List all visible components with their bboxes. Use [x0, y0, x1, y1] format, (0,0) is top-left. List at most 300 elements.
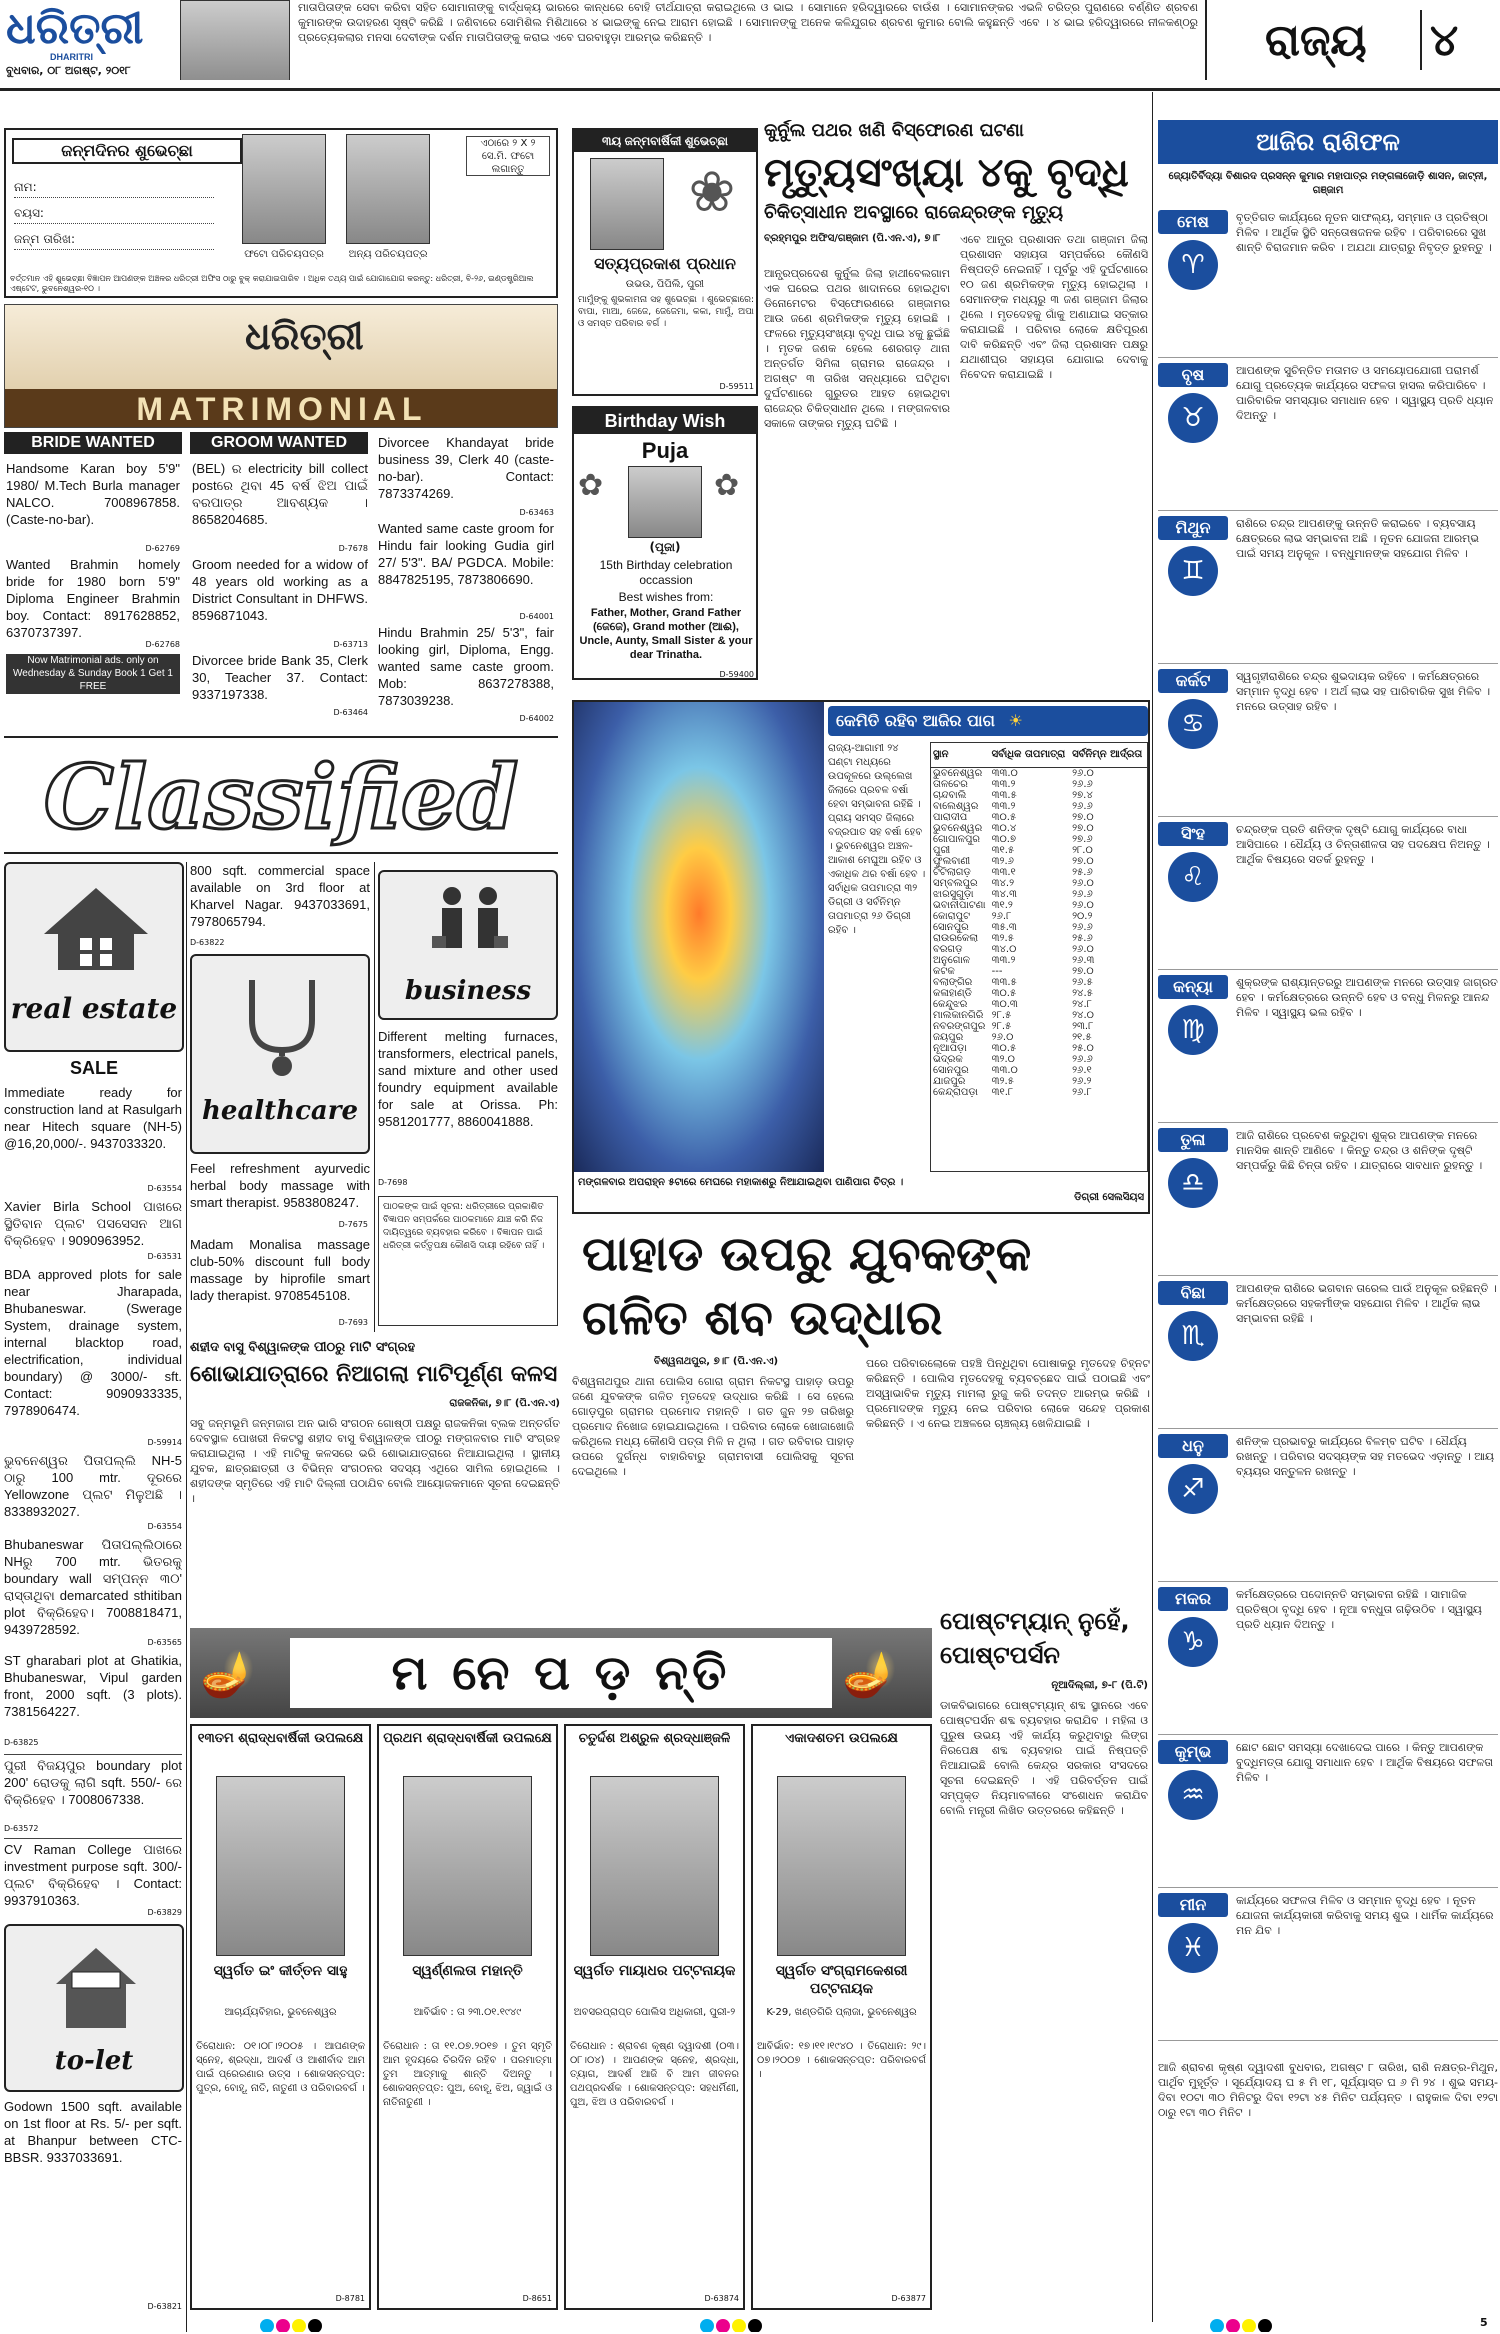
body-story — [572, 1222, 1150, 1596]
zodiac-entry — [1158, 1740, 1498, 1888]
bride-ad-1: Handsome Karan boy 5'9" 1980/ M.Tech Burla manager NALCO. 7008967858. (Caste-no-bar). — [6, 461, 180, 527]
registration-mark-1 — [260, 2318, 340, 2332]
sale-ad-6: ST gharabari plot at Ghatikia, Bhubaneswar, Vipul garden front, 2000 sqft. (3 plots). 7381564227. — [4, 1653, 182, 1719]
obituary-name: ସ୍ୱର୍ଗତ ମାୟାଧର ପଟ୍ଟନାୟକ — [573, 1963, 736, 1979]
weather-place: ମାଲକାନଗିରି — [933, 1009, 984, 1021]
weather-min: ୨୬.୦ — [1072, 767, 1094, 779]
pisces-icon: ♓ — [1168, 1923, 1218, 1973]
col3-ad-1: Divorcee Khandayat bride business 39, Clerk 40 (caste-no-bar). Contact: 7873374269. — [378, 435, 554, 501]
weather-place: ସମ୍ବଲପୁର — [933, 877, 978, 889]
obituary-title: ୧୩ତମ ଶ୍ରାଦ୍ଧବାର୍ଷିକୀ ଉପଲକ୍ଷେ — [197, 1731, 364, 1746]
weather-row — [931, 922, 1147, 933]
sale-ad-1: Immediate ready for construction land at Rasulgarh near Hitech square (NH-5) @16,20,000/-. 9437033320. — [4, 1085, 182, 1151]
mane-padanti-section — [190, 1628, 932, 2314]
registration-mark-3 — [1210, 2318, 1290, 2332]
sale-ad-5-code: D-63565 — [147, 1638, 182, 1647]
section-title: ରାଜ୍ୟ — [1265, 15, 1367, 66]
real-estate-badge — [4, 862, 184, 1052]
zodiac-name: ମେଷ — [1158, 210, 1228, 234]
weather-max: ୩୩.୦ — [991, 767, 1018, 779]
weather-place: କଟକ — [933, 965, 955, 977]
sun-cloud-icon: ☀ — [1008, 711, 1023, 730]
leo-icon: ♌ — [1168, 852, 1218, 902]
weather-title — [828, 706, 1148, 736]
zodiac-name: ତୁଳା — [1158, 1128, 1228, 1152]
sale-ad-3: BDA approved plots for sale near Jharapada, Bhubaneswar. (Swerage System, drainage system, internal blacktop road, electrification, individual boundary) @ 3000/- sft. Contact: 9090933335, 7978906474. — [4, 1267, 182, 1418]
weather-place: କେନ୍ଦ୍ରାପଡ଼ା — [933, 1086, 979, 1098]
weather-max: ୨୬.୦ — [991, 1031, 1014, 1043]
birthday-wish-code: D-59400 — [719, 670, 754, 679]
weather-row — [931, 856, 1147, 867]
sale-ad-4-code: D-63554 — [147, 1522, 182, 1531]
photo-size-note: ଏଠାରେ ୨ X ୨ ସେ.ମି. ଫଟୋ ଲଗାନ୍ତୁ — [466, 136, 550, 176]
birthday-note: ବର୍ତ୍ତମାନ ଏହି ଶୁଭେଚ୍ଛା ବିଜ୍ଞାପନ ଆପଣଙ୍କ ଅଞ୍ଚଳର ଧରିତ୍ରୀ ଅଫିସ ଠାରୁ ବୁକ୍ କରାଯାଇପାରିବ । ଅଧିକ ତଥ୍ୟ ପାଇଁ ଯୋଗାଯୋଗ କରନ୍ତୁ: ଧରିତ୍ରୀ, ବି-୨୬, ଇଣ୍ଡଷ୍ଟ୍ରିଆଲ ଏଷ୍ଟେଟ, ଭୁବନେଶ୍ୱର-୧୦ । — [10, 274, 534, 293]
zodiac-name: ମିଥୁନ — [1158, 516, 1228, 540]
weather-row — [931, 933, 1147, 944]
weather-place: ଜୟପୁର — [933, 1031, 964, 1043]
obituary-text: ତିରୋଧାନ : ଶ୍ରାବଣ କୃଷ୍ଣ ଦ୍ୱାଦଶୀ (୦୩।୦୮।୦୪) । ଆପଣଙ୍କ ସ୍ନେହ, ଶ୍ରଦ୍ଧା, ତ୍ୟାଗ, ଆଦର୍ଶ ଆଜି ବି ଆମ ଜୀବନର ପଥପ୍ରଦର୍ଶକ । ଶୋକସନ୍ତପ୍ତ: ସହଧର୍ମିଣୀ, ପୁଅ, ଝିଅ ଓ ପରିବାରବର୍ଗ । — [570, 2041, 739, 2108]
weather-min: ୨୭.୦ — [1072, 855, 1094, 867]
weather-forecast: ରାଜ୍ୟ-ଆଗାମୀ ୨୪ ଘଣ୍ଟା ମଧ୍ୟରେ ଉପକୂଳରେ ଉଲ୍ଲେଖ ଜିଲାରେ ପ୍ରବଳ ବର୍ଷା ହେବା ସମ୍ଭାବନା ରହିଛି । ପ୍ରାୟ ସମସ୍ତ ଜିଲାରେ ବଜ୍ରପାତ ସହ ବର୍ଷା ହେବ । ଭୁବନେଶ୍ୱର ଅଞ୍ଚଳ- ଆକାଶ ମେଘୁଆ ରହିବ ଓ ଏକାଧିକ ଥର ବର୍ଷା ହେବ । ସର୍ବାଧିକ ତାପମାତ୍ରା ୩୨ ଡିଗ୍ରୀ ଓ ସର୍ବନିମ୍ନ ତାପମାତ୍ରା ୨୬ ଡିଗ୍ରୀ ରହିବ । — [828, 743, 926, 936]
weather-max: ୩୨.୬ — [991, 855, 1014, 867]
obituary-photo — [777, 1776, 906, 1956]
matrimonial-section — [4, 304, 558, 726]
classified-title: Classified — [43, 745, 519, 849]
libra-icon: ♎ — [1168, 1158, 1218, 1208]
weather-place: ବରଗଡ଼ — [933, 943, 963, 955]
weather-min: ୨୪.୫ — [1072, 987, 1093, 999]
weather-place: ଟିଟିଲାଗଡ଼ — [933, 866, 971, 878]
weather-min: ୨୬.୬ — [1072, 778, 1093, 790]
weather-place: ନୂଆପଡ଼ା — [933, 1042, 967, 1054]
weather-row — [931, 1032, 1147, 1043]
weather-max: ୨୮.୫ — [991, 1020, 1012, 1032]
commercial-ad-code: D-63822 — [190, 938, 225, 947]
health-ad-2-code: D-7693 — [338, 1318, 368, 1327]
main-story-dateline: ବ୍ରହ୍ମପୁର ଅଫିସ/ଗଞ୍ଜାମ (ପି.ଏନ.ଏ), ୭।୮ — [764, 233, 941, 244]
to-let-house-icon — [50, 1942, 142, 2032]
weather-max: ୩୦.୩ — [991, 998, 1018, 1010]
zodiac-badge — [1158, 822, 1228, 902]
sale-ad-8: CV Raman College ପାଖରେ investment purpose sqft. 300/- ପ୍ଲଟ ବିକ୍ରିହେବ । Contact: 9937910363. — [4, 1838, 182, 1908]
weather-min: ୨୭.୦ — [1072, 822, 1094, 834]
business-ad: Different melting furnaces, transformers, electrical panels, sand mixture and other used foundry equipment available for sale at Orissa. Ph: 9581201777, 8860041888. — [378, 1029, 558, 1129]
obituary-name: ସ୍ୱର୍ଗତ ଇଂ କୀର୍ତ୍ତନ ସାହୁ — [213, 1963, 348, 1979]
weather-min: ୨୧.୫ — [1072, 1031, 1092, 1043]
kalash-headline: ଶୋଭାଯାତ୍ରାରେ ନିଆଗଲା ମାଟିପୂର୍ଣ୍ଣ କଳସ — [190, 1362, 558, 1387]
health-column — [190, 862, 372, 1332]
zodiac-badge — [1158, 1740, 1228, 1820]
gemini-icon: ♊ — [1168, 546, 1218, 596]
matrimonial-note: Now Matrimonial ads. only on Wednesday & Sunday Book 1 Get 1 FREE — [6, 654, 180, 694]
zodiac-badge — [1158, 363, 1228, 443]
weather-caption: ମଙ୍ଗଳବାର ଅପରାହ୍ନ ୫ଟାରେ ମେଘରେ ମହାକାଶରୁ ନିଆଯାଇଥିବା ପାଣିପାଗ ଚିତ୍ର । — [578, 1177, 904, 1188]
sale-ad-7-code: D-63572 — [4, 1824, 39, 1833]
zodiac-text: କାର୍ଯ୍ୟରେ ସଫଳତା ମିଳିବ ଓ ସମ୍ମାନ ବୃଦ୍ଧି ହେବ । ନୂତନ ଯୋଜନା କାର୍ଯ୍ୟକାରୀ କରିବାକୁ ସମୟ ଶୁଭ । ଧାର୍ମିକ କାର୍ଯ୍ୟରେ ମନ ଯିବ । — [1236, 1894, 1494, 1937]
real-estate-label: real estate — [10, 992, 178, 1025]
birthday-card-title: ୩ୟ ଜନ୍ମବାର୍ଷିକୀ ଶୁଭେଚ୍ଛା — [574, 130, 756, 152]
virgo-icon: ♍ — [1168, 1005, 1218, 1055]
form-field-age: ବୟସ: — [14, 206, 214, 224]
business-label: business — [404, 976, 532, 1006]
kalash-dateline: ରାଜକନିକା, ୭।୮ (ପି.ଏନ.ଏ) — [449, 1398, 560, 1409]
groom-ad-1-code: D-7678 — [338, 544, 368, 553]
to-let-label: to-let — [54, 2046, 134, 2076]
zodiac-entry — [1158, 1434, 1498, 1582]
registration-mark-2 — [700, 2318, 780, 2332]
weather-place: ଭଦ୍ରକ — [933, 1053, 963, 1065]
birthday-wish-line1: 15th Birthday celebration occassion — [599, 558, 733, 587]
zodiac-name: ସିଂହ — [1158, 822, 1228, 846]
birthday-card-text: ମାମୁଁଙ୍କୁ ଶୁଭକାମନା ସହ ଶୁଭେଚ୍ଛା । ଶୁଭେଚ୍ଛାରେ: ବାପା, ମାଆ, ଜେଜେ, ଜେଜେମା, କକା, ମାମୁଁ, ଅପା ଓ ସମସ୍ତ ପରିବାର ବର୍ଗ । — [578, 295, 754, 329]
obituary-title: ଏକାଦଶତମ ଉପଲକ୍ଷେ — [785, 1731, 898, 1746]
weather-max: ୩୨.୫ — [991, 1075, 1014, 1087]
matrimonial-title: MATRIMONIAL — [5, 389, 558, 428]
weather-place: ବାଲେଶ୍ୱର — [933, 800, 979, 812]
zodiac-entry — [1158, 669, 1498, 817]
obituary-code: D-63874 — [704, 2294, 739, 2303]
weather-row — [931, 812, 1147, 823]
zodiac-badge — [1158, 1587, 1228, 1667]
mane-padanti-title: ମ ନେ ପ ଡ଼ ନ୍ତି — [290, 1638, 832, 1708]
col3-ad-3: Hindu Brahmin 25/ 5'3", fair looking girl, Diploma, Engg. wanted same caste groom. Mob: 8637278388, 7873039238. — [378, 625, 554, 708]
birthday-wish-title: Birthday Wish — [574, 408, 756, 434]
masthead — [0, 0, 1500, 80]
reader-notice: ପାଠକଙ୍କ ପାଇଁ ସୂଚନା: ଧରିତ୍ରୀରେ ପ୍ରକାଶିତ ବିଜ୍ଞାପନ ସମ୍ପର୍କରେ ପାଠକମାନେ ଯାଞ୍ଚ କରି ନିଜ ଦାୟିତ୍ୱରେ ବ୍ୟବହାର କରିବେ । ବିଜ୍ଞାପନ ପାଇଁ ଧରିତ୍ରୀ କର୍ତ୍ତୃପକ୍ଷ କୌଣସି ଦାୟୀ ରହିବେ ନାହିଁ । — [378, 1196, 558, 1326]
weather-row — [931, 889, 1147, 900]
zodiac-entry — [1158, 1587, 1498, 1735]
weather-row — [931, 955, 1147, 966]
groom-ad-2-code: D-63713 — [333, 640, 368, 649]
classified-banner — [4, 736, 558, 854]
stethoscope-icon — [232, 970, 332, 1080]
zodiac-name: କର୍କଟ — [1158, 669, 1228, 693]
birthday-child-photo-3 — [590, 158, 664, 250]
weather-place: ଚାନ୍ଦବାଲି — [933, 789, 967, 801]
real-estate-column — [4, 862, 184, 2332]
zodiac-badge — [1158, 210, 1228, 290]
zodiac-badge — [1158, 1893, 1228, 1973]
weather-max: ୩୧.୮ — [991, 1086, 1014, 1098]
footer-color-marks — [0, 2316, 1500, 2334]
weather-max: ୩୩.୨ — [991, 800, 1016, 812]
top-story-text: ମାତାପିତାଙ୍କ ସେବା କରିବା ସହିତ ସୋମାନାଙ୍କୁ ବାର୍ଦ୍ଧକ୍ୟ ଭାରରେ କାନ୍ଧରେ ବୋହି ତୀର୍ଥଯାତ୍ରା କରାଇଥିଲେ ଓ ଭାଇ । ସୋମାନେ ହରିଦ୍ୱାରରେ ବାଉଁଶ । ସୋମାନଙ୍କର ଏଭଳି ଚରିତ୍ର ପୁରାଣରେ ବର୍ଣ୍ଣିତ ଶ୍ରବଣ କୁମାରଙ୍କ ଉଦାହରଣ ସୃଷ୍ଟି କରିଛି । ଜଣିବାରେ ସୋମିଶିଲ ମିଶିଥାରେ ୪ ଭାଇଙ୍କୁ ନେଇ ଆରାମ ହୋଇଛି । ସୋମାନଙ୍କୁ ଅନେକ କଳିଯୁଗର ଶ୍ରବଣ କୁମାର ବୋଲି କହୁଛନ୍ତି ଏବେ । ୪ ଭାଇ ହରିଦ୍ୱାରରେ ନୀଳକଣ୍ଠରୁ ପ୍ରତ୍ୟେକଲାର ମନସା ଦେବୀଙ୍କ ଦର୍ଶନ ମାତାପିତାଙ୍କୁ କରାଇ ଏବେ ଘରବାହୁଡ଼ା ଆରମ୍ଭ କରିଛନ୍ତି । — [298, 1, 1198, 44]
obituary-card — [751, 1724, 932, 2310]
obituary-text: ତିରୋଧାନ : ତା ୧୧.୦୭.୨୦୧୭ । ତୁମ ସ୍ମୃତି ଆମ ହୃଦୟରେ ଚିରଦିନ ରହିବ । ପରମାତ୍ମା ତୁମ ଆତ୍ମାକୁ ଶାନ୍ତି ଦିଅନ୍ତୁ । ଶୋକସନ୍ତପ୍ତ: ପୁଅ, ବୋହୂ, ଝିଅ, ଜ୍ୱାଇଁ ଓ ନାତିନାତୁଣୀ । — [383, 2041, 552, 2108]
photo-caption-2: ଅନ୍ୟ ପରିଚୟପତ୍ର — [348, 249, 428, 260]
birthday-title: ଜନ୍ମଦିନର ଶୁଭେଚ୍ଛା — [12, 138, 242, 164]
sale-ad-4: ଭୁବନେଶ୍ୱର ପିତାପଲ୍ଲି NH-5 ଠାରୁ 100 mtr. ଦୂରରେ Yellowzone ପ୍ଲଟ ମିଳୁଅଛି । 8338932027. — [4, 1453, 182, 1519]
matrimonial-banner — [4, 304, 558, 428]
birthday-child-photo-2 — [346, 134, 430, 244]
weather-max: ୩୩.୫ — [991, 976, 1017, 988]
weather-row — [931, 966, 1147, 977]
zodiac-text: କର୍ମକ୍ଷେତ୍ରରେ ପଦୋନ୍ନତି ସମ୍ଭାବନା ରହିଛି । ସାମାଜିକ ପ୍ରତିଷ୍ଠା ବୃଦ୍ଧି ହେବ । ନୂଆ ବନ୍ଧୁତା ଗଢ଼ିଉଠିବ । ସ୍ୱାସ୍ଥ୍ୟ ପ୍ରତି ଧ୍ୟାନ ଦିଅନ୍ତୁ । — [1236, 1588, 1482, 1631]
zodiac-badge — [1158, 516, 1228, 596]
weather-row — [931, 977, 1147, 988]
weather-max: ୩୩.୦ — [991, 1064, 1018, 1076]
sale-header: SALE — [69, 1058, 118, 1078]
groom-ad-3: Divorcee bride Bank 35, Clerk 30, Teacher 37. Contact: 9337197338. — [192, 653, 368, 702]
aries-icon: ♈ — [1168, 240, 1218, 290]
sale-ad-1-code: D-63554 — [147, 1184, 182, 1193]
obituary-card — [564, 1724, 745, 2310]
zodiac-text: ଶୁକ୍ରଙ୍କ ରାଶ୍ୟାନ୍ତରରୁ ଆପଣଙ୍କ ମନରେ ଉତ୍ସାହ ଜାଗ୍ରତ ହେବ । କର୍ମକ୍ଷେତ୍ରରେ ଉନ୍ନତି ହେବ ଓ ବନ୍ଧୁ ମିଳନରୁ ଆନନ୍ଦ ମିଳିବ । ସ୍ୱାସ୍ଥ୍ୟ ଭଲ ରହିବ । — [1236, 976, 1498, 1019]
form-field-dob: ଜନ୍ମ ତାରିଖ: — [14, 232, 214, 250]
zodiac-name: କୁମ୍ଭ — [1158, 1740, 1228, 1764]
sale-ad-5: Bhubaneswar ପିତାପଲ୍ଲିଠାରେ NHରୁ 700 mtr. ଭିତରକୁ boundary wall ସମ୍ପନ୍ନ ୩୦' ରାସ୍ତାଥିବା demarcated sthitiban plot ବିକ୍ରିହେବ। 7008818471, 9439728592. — [4, 1537, 182, 1637]
zodiac-badge — [1158, 1434, 1228, 1514]
weather-place: କୋରାପୁଟ — [933, 910, 971, 922]
body-story-headline-1: ପାହାଡ ଉପରୁ ଯୁବକଙ୍କ — [582, 1226, 1032, 1282]
weather-place: ଭୁବନେଶ୍ୱର — [933, 822, 983, 834]
weather-place: ବଲାଙ୍ଗିର — [933, 976, 973, 988]
weather-min: ୨୬.୨ — [1072, 1075, 1092, 1087]
rashifal-column — [1158, 120, 1498, 2320]
col3-ad-3-code: D-64002 — [519, 714, 554, 723]
weather-max: ୩୩.୨ — [991, 778, 1016, 790]
weather-min: ୨୬.୦ — [1072, 877, 1094, 889]
sale-ad-8-code: D-63829 — [147, 1908, 182, 1917]
zodiac-entry — [1158, 822, 1498, 970]
weather-min: ୨୭.୬ — [1072, 833, 1093, 845]
zodiac-badge — [1158, 1281, 1228, 1361]
weather-min: ୨୫.୬ — [1072, 932, 1093, 944]
weather-max: ୩୦.୫ — [991, 811, 1017, 823]
zodiac-text: ଛୋଟ ଛୋଟ ସମସ୍ୟା ଦେଖାଦେଇ ପାରେ । କିନ୍ତୁ ଆପଣଙ୍କ ବୁଦ୍ଧିମତ୍ତା ଯୋଗୁ ସମାଧାନ ହେବ । ଆର୍ଥିକ ବିଷୟରେ ସଫଳତା ମିଳିବ । — [1236, 1741, 1493, 1784]
main-story-headline: ମୃତ୍ୟୁସଂଖ୍ୟା ୪କୁ ବୃଦ୍ଧି — [764, 150, 1129, 196]
weather-place: ଝାରସୁଗୁଡ଼ା — [933, 888, 974, 900]
obituary-photo — [403, 1776, 532, 1956]
obituary-text: ଆବିର୍ଭାବ: ୧୭।୧୧।୧୯୪୦ । ତିରୋଧାନ: ୨୯।୦୭।୨୦୦୭ । ଶୋକସନ୍ତପ୍ତ: ପରିବାରବର୍ଗ । — [757, 2041, 926, 2080]
postman-dateline: ନୂଆଦିଲ୍ଲୀ, ୭-୮ (ପି.ଟି) — [1051, 1680, 1148, 1691]
weather-min: ୨୪.୮ — [1072, 998, 1092, 1010]
healthcare-badge — [190, 954, 370, 1154]
weather-min: ୨୪.୦ — [1072, 1009, 1094, 1021]
weather-min: ୨୬.୦ — [1072, 943, 1094, 955]
panchang: ଆଜି ଶ୍ରାବଣ କୃଷ୍ଣ ଦ୍ୱାଦଶୀ ବୁଧବାର, ଅଗଷ୍ଟ ୮ ତାରିଖ, ରାଶି ନକ୍ଷତ୍ର-ମିଥୁନ, ପାର୍ଥିବ ମୁହୂର୍ତ୍ତ । ସୂର୍ଯ୍ୟୋଦୟ ଘ ୫ ମି ୧୮, ସୂର୍ଯ୍ୟାସ୍ତ ଘ ୬ ମି ୨୪ । ଶୁଭ ସମୟ- ଦିବା ୧୦ଟା ୩୦ ମିନିଟରୁ ଦିବା ୧୨ଟା ୪୫ ମିନିଟ ପର୍ଯ୍ୟନ୍ତ । ରାହୁକାଳ ଦିବା ୧୨ଟା ଠାରୁ ୧ଟା ୩୦ ମିନିଟ । — [1158, 2061, 1498, 2119]
weather-place: ଭୁବନେଶ୍ୱର — [933, 767, 983, 779]
obituary-info: ଆବିର୍ଭାବ : ତା ୨୩.୦୧.୧୯୪୯ — [413, 2007, 522, 2018]
body-story-headline-2: ଗଳିତ ଶବ ଉଦ୍ଧାର — [582, 1290, 943, 1346]
weather-row — [931, 944, 1147, 955]
groom-wanted-header: GROOM WANTED — [190, 432, 368, 454]
weather-row — [931, 779, 1147, 790]
weather-max: ୩୦.୫ — [991, 987, 1017, 999]
zodiac-entry — [1158, 1893, 1498, 2041]
birthday-wish-name-or: (ପୂଜା) — [649, 540, 681, 554]
flower-icon-right: ✿ — [714, 468, 740, 503]
rashifal-title: ଆଜିର ରାଶିଫଳ — [1158, 120, 1498, 164]
birthday-wish-line2: Best wishes from: — [618, 590, 714, 604]
health-ad-1-code: D-7675 — [338, 1220, 368, 1229]
lamp-icon-right: 🪔 — [842, 1649, 897, 1700]
obituary-info: K-29, ଖଣ୍ଡଗିରି ପ୍ଲାଜା, ଭୁବନେଶ୍ୱର — [766, 2007, 917, 2018]
weather-row — [931, 1065, 1147, 1076]
sagittarius-icon: ♐ — [1168, 1464, 1218, 1514]
weather-min: ୨୬.୩ — [1072, 954, 1095, 966]
obituary-title: ଚତୁର୍ଦ୍ଦଶ ଅଶ୍ରୁଳ ଶ୍ରଦ୍ଧାଞ୍ଜଳି — [578, 1731, 731, 1746]
weather-min: ୨୬.୦ — [1072, 899, 1094, 911]
satellite-image — [574, 702, 824, 1172]
groom-ad-2: Groom needed for a widow of 48 years old working as a District Consultant in DHFWS. 8596871043. — [192, 557, 368, 623]
weather-col-max: ସର୍ବାଧିକ ତାପମାତ୍ରା — [991, 749, 1066, 761]
page-number: ୪ — [1430, 15, 1459, 66]
body-story-col1: ବିଶ୍ୱନାଥପୁର ଥାନା ପୋଲିସ ଗୋରା ଗ୍ରାମ ନିକଟସ୍ଥ ପାହାଡ଼ ଉପରୁ ଜଣେ ଯୁବକଙ୍କ ଗଳିତ ମୃତଦେହ ଉଦ୍ଧାର କରିଛି । ସେ ହେଲେ ଗୋଡ଼ପୁର ଗ୍ରାମର ପ୍ରମୋଦ ମହାନ୍ତି । ଗତ ଜୁନ ୨୭ ତାରିଖରୁ ପ୍ରମୋଦ ନିଖୋଜ ହୋଇଯାଇଥିଲେ । ପରିବାର ଲୋକେ ଖୋଜାଖୋଜି କରିଥିଲେ ମଧ୍ୟ କୌଣସି ପତ୍ତା ମିଳି ନ ଥିଲା । ଗତ ରବିବାର ପାହାଡ଼ ଉପରେ ଦୁର୍ଗନ୍ଧ ବାହାରିବାରୁ ଗ୍ରାମବାସୀ ପୋଲିସକୁ ସୂଚନା ଦେଇଥିଲେ । — [572, 1375, 854, 1478]
newspaper-logo-sub: DHARITRI — [50, 52, 93, 62]
obituary-code: D-8781 — [335, 2294, 365, 2303]
obituary-code: D-63877 — [891, 2294, 926, 2303]
weather-row — [931, 867, 1147, 878]
commercial-ad: 800 sqft. commercial space available on 3rd floor at Kharvel Nagar. 9437033691, 7978065794. — [190, 863, 370, 929]
weather-max: ୩୫.୩ — [991, 921, 1017, 933]
zodiac-entry — [1158, 210, 1498, 358]
zodiac-entry — [1158, 516, 1498, 664]
weather-max: ୩୧.୫ — [991, 844, 1015, 856]
weather-max: ୩୩.୫ — [991, 789, 1017, 801]
weather-min: ୨୭.୦ — [1072, 811, 1094, 823]
weather-place: ପୁରୀ — [933, 844, 951, 856]
bride-wanted-header: BRIDE WANTED — [4, 432, 182, 454]
weather-max: ୨୮.୫ — [991, 1009, 1012, 1021]
zodiac-name: ମକର — [1158, 1587, 1228, 1611]
zodiac-text: ବୃତ୍ତିଗତ କାର୍ଯ୍ୟରେ ନୂତନ ସାଫଲ୍ୟ, ସମ୍ମାନ ଓ ପ୍ରତିଷ୍ଠା ମିଳିବ । ଆର୍ଥିକ ସ୍ଥିତି ସନ୍ତୋଷଜନକ ରହିବ । ପରିବାରରେ ସୁଖ ଶାନ୍ତି ବିରାଜମାନ କରିବ । ଅଯଥା ଯାତ୍ରାରୁ ନିବୃତ୍ତ ରୁହନ୍ତୁ । — [1236, 211, 1492, 254]
sale-ad-7: ପୁରୀ ବିଜୟପୁର boundary plot 200' ରୋଡକୁ ଲାଗି sqft. 550/- ରେ ବିକ୍ରିହେବ । 7008067338. — [4, 1754, 182, 1824]
zodiac-text: ଆଜି ରାଶିରେ ପ୍ରବେଶ କରୁଥିବା ଶୁକ୍ର ଆପଣଙ୍କ ମନରେ ମାନସିକ ଶାନ୍ତି ଆଣିବେ । କିନ୍ତୁ ଚନ୍ଦ୍ର ଓ ଶନିଙ୍କ ଦୃଷ୍ଟି ସମ୍ପର୍କରୁ କିଛି ଚିନ୍ତା ରହିବ । ଯାତ୍ରାରେ ସାବଧାନ ରୁହନ୍ତୁ । — [1236, 1129, 1483, 1172]
weather-place: ସୋନପୁର — [933, 1064, 969, 1076]
zodiac-text: ଚନ୍ଦ୍ରଙ୍କ ପ୍ରତି ଶନିଙ୍କ ଦୃଷ୍ଟି ଯୋଗୁ କାର୍ଯ୍ୟରେ ବାଧା ଆସିପାରେ । ଧୈର୍ଯ୍ୟ ଓ ଚିନ୍ତାଶୀଳତା ସହ ପଦକ୍ଷେପ ନିଅନ୍ତୁ । ଆର୍ଥିକ ବିଷୟରେ ସତର୍କ ରୁହନ୍ତୁ । — [1236, 823, 1490, 866]
weather-min: ୨୬.୬ — [1072, 888, 1093, 900]
weather-col-place: ସ୍ଥାନ — [933, 749, 949, 761]
obituary-code: D-8651 — [522, 2294, 552, 2303]
capricorn-icon: ♑ — [1168, 1617, 1218, 1667]
newspaper-logo: ଧରିତ୍ରୀ — [6, 4, 144, 54]
obituary-card — [377, 1724, 558, 2310]
main-story-kicker: କୁର୍ନୁଲ ପଥର ଖଣି ବିସ୍ଫୋରଣ ଘଟଣା — [764, 120, 1024, 141]
to-let-ad: Godown 1500 sqft. available on 1st floor at Rs. 5/- per sqft. at Bhanpur between CTC-BBSR. 9337033691. — [4, 2099, 182, 2165]
form-field-name: ନାମ: — [14, 180, 214, 198]
weather-min: ୨୬.୬ — [1072, 800, 1093, 812]
weather-place: ସୋନପୁର — [933, 921, 969, 933]
weather-row — [931, 1043, 1147, 1054]
cancer-icon: ♋ — [1168, 699, 1218, 749]
body-story-col2: ପରେ ପରିବାରଲୋକେ ପହଞ୍ଚି ପିନ୍ଧିଥିବା ପୋଷାକରୁ ମୃତଦେହ ଚିହ୍ନଟ କରିଛନ୍ତି । ପୋଲିସ ମୃତଦେହକୁ ବ୍ୟବଚ୍ଛେଦ ପାଇଁ ପଠାଇଛି ଏବଂ ଅସ୍ୱାଭାବିକ ମୃତ୍ୟୁ ମାମଲା ରୁଜୁ କରି ତଦନ୍ତ ଆରମ୍ଭ କରିଛି । ପ୍ରମୋଦଙ୍କ ମୃତ୍ୟୁ ନେଇ ପରିବାର ଲୋକେ ସନ୍ଦେହ ପ୍ରକାଶ କରିଛନ୍ତି । ଏ ନେଇ ଅଞ୍ଚଳରେ ଚାଞ୍ଚଲ୍ୟ ଖେଳିଯାଇଛି । — [866, 1357, 1150, 1430]
zodiac-badge — [1158, 669, 1228, 749]
zodiac-name: କନ୍ୟା — [1158, 975, 1228, 999]
flower-icon: ❀ — [688, 160, 736, 225]
kalash-body: ସବୁ ଜନ୍ମଭୂମି ଜନ୍ମଜାଗ ଅନ ଭାରି ସଂଗଠନ ଗୋଷ୍ଠୀ ପକ୍ଷରୁ ରାଜକନିକା ବ୍ଲକ ଅନ୍ତର୍ଗତ ଦେବସ୍ଥାଳ ପୋଖରୀ ନିକଟସ୍ଥ ଶହୀଦ ବାସୁ ବିଶ୍ୱାଳଙ୍କ ପୀଠରୁ ମଙ୍ଗଳବାର ମାଟି ସଂଗ୍ରହ କରାଯାଇଥିଲା । ଏହି ମାଟିକୁ କଳସରେ ଭରି ଶୋଭାଯାତ୍ରାରେ ନିଆଯାଇଥିଲା । ସ୍ଥାନୀୟ ଯୁବକ, ଛାତ୍ରଛାତ୍ରୀ ଓ ବିଭିନ୍ନ ସଂଗଠନର ସଦସ୍ୟ ଏଥିରେ ସାମିଲ ହୋଇଥିଲେ । ଶହୀଦଙ୍କ ସ୍ମୃତିରେ ଏହି ମାଟି ଦିଲ୍ଲୀ ପଠାଯିବ ବୋଲି ଆୟୋଜକମାନେ ସୂଚନା ଦେଇଛନ୍ତି । — [190, 1417, 560, 1505]
weather-min: ୨୬.୧ — [1072, 1064, 1092, 1076]
weather-row — [931, 988, 1147, 999]
col3-ad-2: Wanted same caste groom for Hindu fair looking Gudia girl 27/ 5'3". BA/ PGDCA. Mobile: 8847825195, 7873806690. — [378, 521, 554, 587]
lamp-icon-left: 🪔 — [200, 1649, 255, 1700]
zodiac-text: ଶନିଙ୍କ ପ୍ରଭାବରୁ କାର୍ଯ୍ୟରେ ବିଳମ୍ବ ଘଟିବ । ଧୈର୍ଯ୍ୟ ରଖନ୍ତୁ । ପରିବାର ସଦସ୍ୟଙ୍କ ସହ ମତଭେଦ ଏଡ଼ାନ୍ତୁ । ଆୟ ବ୍ୟୟର ସନ୍ତୁଳନ ରଖନ୍ତୁ । — [1236, 1435, 1494, 1478]
aquarius-icon: ♒ — [1168, 1770, 1218, 1820]
groom-ad-3-code: D-63464 — [333, 708, 368, 717]
postman-headline: ପୋଷ୍ଟମ୍ୟାନ୍ ନୁହେଁ, ପୋଷ୍ଟପର୍ସନ — [940, 1607, 1130, 1669]
weather-max: ୩୨.୦ — [991, 1053, 1015, 1065]
health-ad-1: Feel refreshment ayurvedic herbal body massage with smart therapist. 9583808247. — [190, 1161, 370, 1210]
weather-row — [931, 823, 1147, 834]
weather-max: ୩୩.୧ — [991, 866, 1016, 878]
obituary-name: ସ୍ୱର୍ଗତ ସଂଗ୍ରାମକେଶରୀ ପଟ୍ଟନାୟକ — [775, 1963, 908, 1997]
issue-date: ବୁଧବାର, ୦୮ ଅଗଷ୍ଟ, ୨୦୧୮ — [6, 64, 131, 77]
zodiac-entry — [1158, 363, 1498, 511]
weather-min: ୨୩.୮ — [1072, 1020, 1094, 1032]
birthday-puja-photo — [628, 466, 702, 538]
zodiac-text: ରାଶିରେ ଚନ୍ଦ୍ର ଆପଣଙ୍କୁ ଉନ୍ନତି କରାଇବେ । ବ୍ୟବସାୟ କ୍ଷେତ୍ରରେ ଲାଭ ସମ୍ଭାବନା ଅଛି । ନୂତନ ଯୋଜନା ଆରମ୍ଭ ପାଇଁ ସମୟ ଅନୁକୂଳ । ବନ୍ଧୁମାନଙ୍କ ସହଯୋଗ ମିଳିବ । — [1236, 517, 1480, 560]
birthday-greeting-form — [4, 128, 558, 298]
weather-row — [931, 767, 1147, 779]
weather-max: ୩୪.୩ — [991, 888, 1017, 900]
weather-min: ୨୬.୬ — [1072, 921, 1093, 933]
weather-max: ୨୬.୮ — [991, 910, 1012, 922]
business-people-icon — [430, 884, 510, 968]
sale-ad-2-code: D-63531 — [147, 1252, 182, 1261]
photo-caption-1: ଫଟୋ ପରିଚୟପତ୍ର — [244, 249, 324, 260]
zodiac-entry — [1158, 1128, 1498, 1276]
weather-min: ୨୭.୪ — [1072, 789, 1093, 801]
zodiac-name: ବୃଷ — [1158, 363, 1228, 387]
weather-max: ୩୪.୨ — [991, 877, 1015, 889]
zodiac-text: ଆପଣଙ୍କ ରାଶିରେ ଭଗବାନ ତାରେଲ ପାଉଁ ଅନୁକୂଳ ରହିଛନ୍ତି । କର୍ମକ୍ଷେତ୍ରରେ ସହକର୍ମୀଙ୍କ ସହଯୋଗ ମିଳିବ । ଆର୍ଥିକ ଲାଭ ସମ୍ଭାବନା ରହିଛି । — [1236, 1282, 1497, 1325]
col3-ad-1-code: D-63463 — [519, 508, 554, 517]
footer-page-number: 5 — [1480, 2316, 1488, 2329]
mane-padanti-banner — [190, 1628, 932, 1718]
main-story — [764, 120, 1148, 690]
health-ad-2: Madam Monalisa massage club-50% discount full body massage by hiprofile smart lady therapist. 9708545108. — [190, 1237, 370, 1303]
weather-row — [931, 900, 1147, 911]
weather-min: ୨୫.୦ — [1072, 1042, 1094, 1054]
bride-ad-1-code: D-62769 — [145, 544, 180, 553]
weather-min: ୨୬.୬ — [1072, 1053, 1093, 1065]
weather-title-text: କେମିତି ରହିବ ଆଜିର ପାଗ — [836, 711, 995, 730]
birthday-wish-card — [572, 128, 758, 396]
weather-max: ୩୦.୪ — [991, 822, 1017, 834]
zodiac-entry — [1158, 975, 1498, 1123]
groom-ad-1: (BEL) ର electricity bill collect postରେ ଥିବା 45 ବର୍ଷ ଝିଅ ପାଇଁ ବରପାତ୍ର ଆବଶ୍ୟକ । 8658204685. — [192, 461, 368, 527]
weather-table — [930, 742, 1148, 1172]
birthday-wish-line3: Father, Mother, Grand Father (ଜେଜେ), Grand mother (ଆଈ), Uncle, Aunty, Small Sister & your dear Trinatha. — [579, 607, 753, 661]
weather-max: --- — [991, 965, 1003, 977]
kalash-kicker: ଶହୀଦ ବାସୁ ବିଶ୍ୱାଳଙ୍କ ପୀଠରୁ ମାଟି ସଂଗ୍ରହ — [190, 1340, 416, 1355]
birthday-wish-puja — [572, 406, 758, 680]
birthday-card-place: ଉଭଉ, ପିପିଲି, ପୁରୀ — [625, 279, 705, 290]
weather-min: ୨୬.୫ — [1072, 976, 1093, 988]
weather-row — [931, 1021, 1147, 1032]
weather-place: ନବରଙ୍ଗପୁର — [933, 1020, 986, 1032]
obituary-title: ପ୍ରଥମ ଶ୍ରାଦ୍ଧବାର୍ଷିକୀ ଉପଲକ୍ଷେ — [383, 1731, 552, 1746]
zodiac-name: ଧନୁ — [1158, 1434, 1228, 1458]
weather-unit: ଡିଗ୍ରୀ ସେଲସିୟସ — [1074, 1192, 1144, 1203]
obituary-text: ତିରୋଧାନ: ୦୧।୦୮।୨୦୦୫ । ଆପଣଙ୍କ ସ୍ନେହ, ଶ୍ରଦ୍ଧା, ଆଦର୍ଶ ଓ ଆଶୀର୍ବାଦ ଆମ ପାଇଁ ପ୍ରେରଣାର ଉତ୍ସ । ଶୋକସନ୍ତପ୍ତ: ପୁତ୍ର, ବୋହୂ, ନାତି, ନାତୁଣୀ ଓ ପରିବାରବର୍ଗ । — [196, 2041, 365, 2094]
weather-row — [931, 801, 1147, 812]
weather-place: ରାଉରକେଲା — [933, 932, 979, 944]
postman-story — [940, 1604, 1148, 2314]
zodiac-text: ସ୍ୱଗୃହୀରାଶିରେ ଚନ୍ଦ୍ର ଶୁଭଦାୟକ ରହିବେ । କର୍ମକ୍ଷେତ୍ରରେ ସମ୍ମାନ ବୃଦ୍ଧି ହେବ । ଅର୍ଥ ଲାଭ ସହ ପାରିବାରିକ ସୁଖ ମିଳିବ । ମନରେ ଉତ୍ସାହ ରହିବ । — [1236, 670, 1491, 713]
house-icon — [40, 884, 152, 974]
obituary-photo — [216, 1776, 345, 1956]
weather-box — [572, 700, 1150, 1214]
weather-place: ଫୁଲବାଣୀ — [933, 855, 971, 867]
weather-min: ୨୮.୦ — [1072, 844, 1093, 856]
weather-place: ଭବାନୀପାଟଣା — [933, 899, 986, 911]
birthday-card-name: ସତ୍ୟପ୍ରକାଶ ପ୍ରଧାନ — [594, 254, 736, 273]
weather-place: କଳାହାଣ୍ଡି — [933, 987, 972, 999]
weather-row — [931, 1087, 1147, 1098]
zodiac-name: ବିଛା — [1158, 1281, 1228, 1305]
bride-ad-2-code: D-62768 — [145, 640, 180, 649]
